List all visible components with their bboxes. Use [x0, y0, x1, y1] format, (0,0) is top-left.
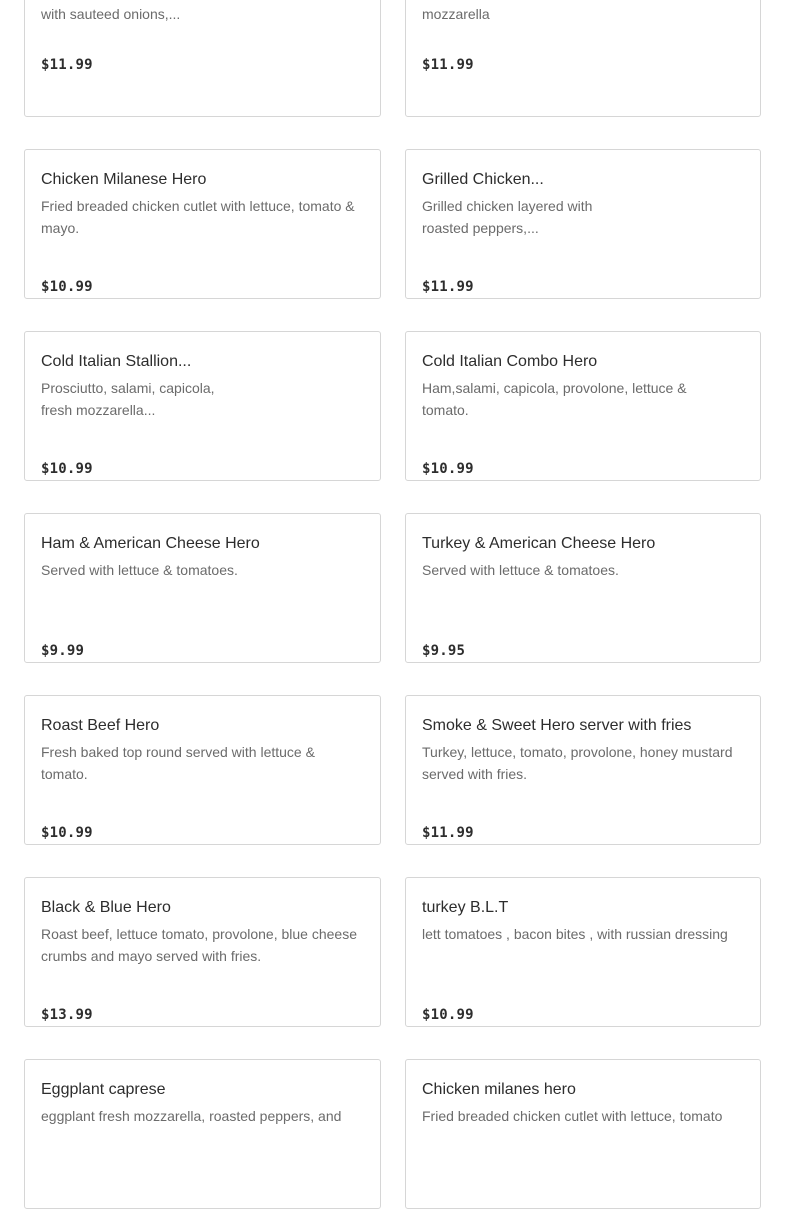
menu-item-description: Served with lettuce & tomatoes. — [41, 562, 238, 578]
menu-item-name: Grilled Chicken... — [422, 171, 544, 188]
menu-item-name: Smoke & Sweet Hero server with fries — [422, 717, 692, 734]
menu-item-price: $10.99 — [41, 461, 93, 477]
menu-item-card[interactable] — [24, 695, 381, 845]
menu-item-description: Grilled chicken layered with roasted peppers,... — [422, 198, 593, 236]
menu-item-description: Roast beef, lettuce tomato, provolone, blue cheese crumbs and mayo served with fries. — [41, 926, 357, 964]
menu-item-card[interactable] — [24, 331, 381, 481]
menu-item-description: Fried breaded chicken cutlet with lettuce, tomato — [422, 1108, 723, 1124]
menu-item-price: $13.99 — [41, 1007, 93, 1023]
menu-item-card[interactable] — [405, 149, 761, 299]
menu-item-description: with sauteed onions,... — [41, 6, 181, 22]
menu-item-price: $11.99 — [422, 57, 474, 73]
menu-item-card[interactable] — [24, 877, 381, 1027]
menu-item-description: Served with lettuce & tomatoes. — [422, 562, 619, 578]
menu-item-card[interactable] — [24, 149, 381, 299]
menu-item-card[interactable] — [24, 1059, 381, 1209]
menu-item-description: lett tomatoes , bacon bites , with russian dressing — [422, 926, 728, 942]
menu-item-name: Cold Italian Combo Hero — [422, 353, 598, 370]
menu-item-name: Turkey & American Cheese Hero — [422, 535, 656, 552]
menu-item-price: $11.99 — [422, 825, 474, 841]
menu-item-price: $10.99 — [41, 825, 93, 841]
menu-item-card[interactable] — [405, 1059, 761, 1209]
menu-item-description: mozzarella — [422, 6, 490, 22]
menu-item-name: Chicken milanes hero — [422, 1081, 576, 1098]
menu-item-name: Eggplant caprese — [41, 1081, 166, 1098]
menu-item-card[interactable] — [405, 0, 761, 117]
menu-item-name: turkey B.L.T — [422, 899, 509, 916]
menu-item-price: $10.99 — [422, 1007, 474, 1023]
menu-item-card[interactable] — [24, 513, 381, 663]
menu-item-name: Roast Beef Hero — [41, 717, 160, 734]
menu-item-name: Black & Blue Hero — [41, 899, 171, 916]
menu-item-description: Prosciutto, salami, capicola, fresh mozzarella... — [41, 380, 215, 418]
menu-item-card[interactable] — [405, 331, 761, 481]
menu-item-price: $10.99 — [41, 279, 93, 295]
menu-item-name: Cold Italian Stallion... — [41, 353, 192, 370]
menu-item-description: Fried breaded chicken cutlet with lettuce, tomato & mayo. — [41, 198, 355, 236]
menu-item-price: $11.99 — [41, 57, 93, 73]
menu-item-price: $11.99 — [422, 279, 474, 295]
menu-item-card[interactable] — [405, 513, 761, 663]
menu-item-name: Ham & American Cheese Hero — [41, 535, 260, 552]
menu-item-description: Ham,salami, capicola, provolone, lettuce & tomato. — [422, 380, 687, 418]
menu-item-description: Turkey, lettuce, tomato, provolone, honey mustard served with fries. — [422, 744, 733, 782]
menu-item-price: $9.95 — [422, 643, 466, 659]
menu-item-price: $9.99 — [41, 643, 85, 659]
menu-item-name: Chicken Milanese Hero — [41, 171, 207, 188]
menu-item-description: Fresh baked top round served with lettuce & tomato. — [41, 744, 315, 782]
menu-item-price: $10.99 — [422, 461, 474, 477]
menu-item-card[interactable] — [24, 0, 381, 117]
menu-items-grid — [24, 0, 761, 1209]
menu-item-card[interactable] — [405, 695, 761, 845]
menu-item-description: eggplant fresh mozzarella, roasted peppers, and — [41, 1108, 342, 1124]
menu-item-card[interactable] — [405, 877, 761, 1027]
